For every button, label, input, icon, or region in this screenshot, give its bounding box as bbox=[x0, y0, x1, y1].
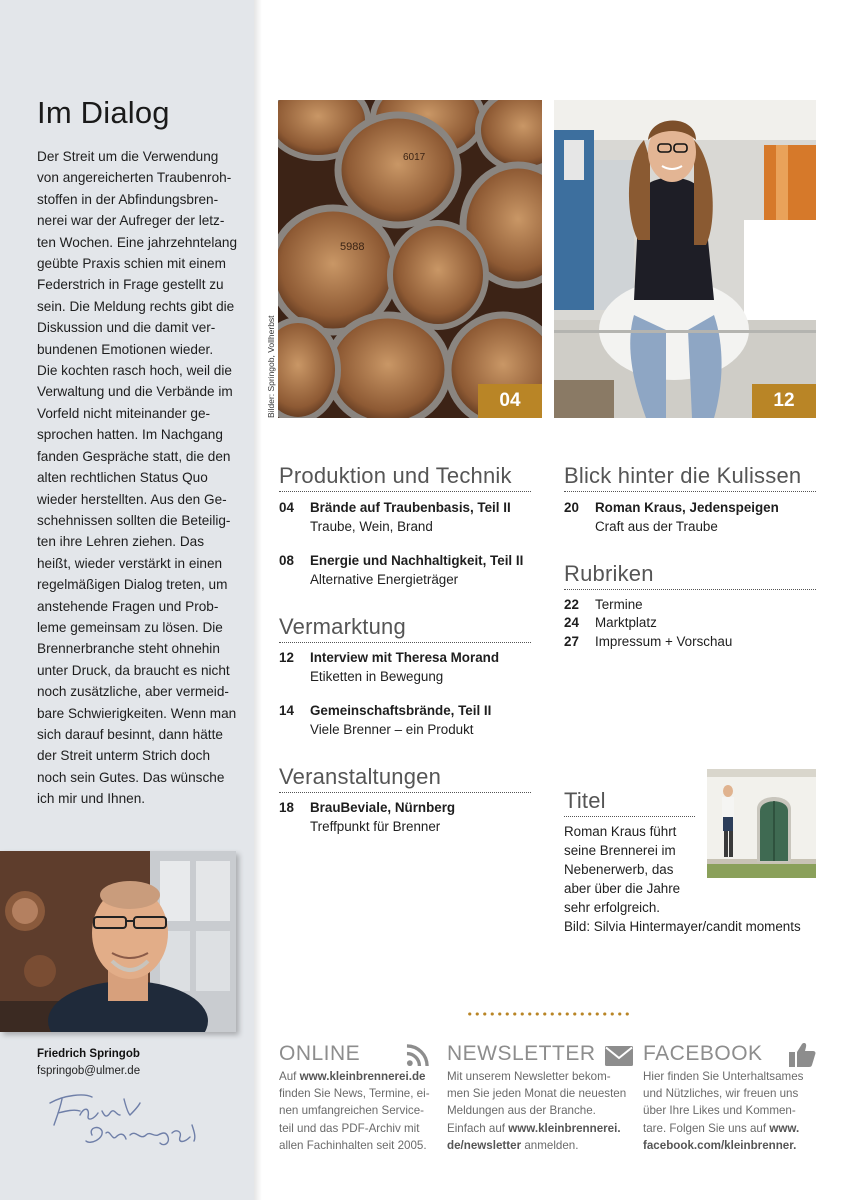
footer-newsletter-text bbox=[447, 1068, 626, 1154]
toc-entry-title: Interview mit Theresa Morand bbox=[310, 650, 500, 665]
section-heading-veranstaltungen: Veranstaltungen bbox=[279, 764, 531, 793]
footer-line bbox=[447, 1068, 626, 1085]
cover-caption-line: aber über die Jahre bbox=[564, 881, 681, 896]
editorial-line: wieder herstellten. Aus den Ge- bbox=[37, 491, 227, 507]
editorial-line: der Streit unterm Strich doch bbox=[37, 748, 211, 764]
page-tag-barrels[interactable]: 04 bbox=[478, 384, 542, 418]
footer-text: men Sie jeden Monat die neuesten bbox=[447, 1087, 627, 1101]
editorial-line: alten rechtlichen Status Quo bbox=[37, 470, 208, 486]
cover-caption-line: Bild: Silvia Hintermayer/candit moments bbox=[564, 919, 801, 934]
editorial-line: Die kochten rasch hoch, weil die bbox=[37, 363, 232, 379]
cover-caption-line: Roman Kraus führt bbox=[564, 824, 677, 839]
toc-entry-title: BrauBeviale, Nürnberg bbox=[310, 800, 456, 815]
section-heading-rubriken: Rubriken bbox=[564, 561, 816, 590]
editorial-line: Federstrich in Frage gestellt zu bbox=[37, 277, 224, 293]
cover-caption-line: Nebenerwerb, das bbox=[564, 862, 674, 877]
footer-line bbox=[279, 1137, 430, 1154]
section-heading-kulissen: Blick hinter die Kulissen bbox=[564, 463, 816, 492]
toc-entry-subtitle: Viele Brenner – ein Produkt bbox=[310, 722, 474, 737]
author-name: Friedrich Springob bbox=[37, 1048, 140, 1060]
editorial-line: sprochen hatten. Im Nachgang bbox=[37, 427, 223, 443]
footer-text: allen Fachinhalten seit 2005. bbox=[279, 1138, 427, 1152]
toc-entry-subtitle: Traube, Wein, Brand bbox=[310, 519, 433, 534]
footer-heading-newsletter: NEWSLETTER bbox=[447, 1042, 596, 1065]
toc-entry-subtitle: Craft aus der Traube bbox=[595, 519, 718, 534]
editorial-line: sich darauf besinnt, dann hätte bbox=[37, 726, 223, 742]
toc-page-number: 18 bbox=[279, 800, 294, 815]
dotted-divider bbox=[466, 1011, 631, 1017]
toc-entry[interactable] bbox=[279, 498, 531, 536]
footer-line bbox=[447, 1120, 626, 1137]
footer-link[interactable]: facebook.com/kleinbrenner. bbox=[643, 1138, 797, 1152]
toc-entry[interactable] bbox=[279, 648, 531, 686]
footer-heading-facebook: FACEBOOK bbox=[643, 1042, 763, 1065]
editorial-title: Im Dialog bbox=[37, 95, 170, 130]
footer-text: über Ihre Likes und Kommen- bbox=[643, 1104, 796, 1118]
toc-page-number: 27 bbox=[564, 634, 579, 649]
footer-text: Hier finden Sie Unterhaltsames bbox=[643, 1070, 804, 1083]
footer-text: Auf bbox=[279, 1070, 300, 1083]
editorial-line: Vorfeld nicht miteinander ge- bbox=[37, 405, 211, 421]
toc-entry-title: Brände auf Traubenbasis, Teil II bbox=[310, 500, 511, 515]
footer-text: Mit unserem Newsletter bekom- bbox=[447, 1070, 611, 1083]
cover-caption-line: seine Brennerei im bbox=[564, 843, 676, 858]
footer-line bbox=[447, 1137, 626, 1154]
page-tag-woman[interactable]: 12 bbox=[752, 384, 816, 418]
editorial-line: regelmäßigen Dialog treten, um bbox=[37, 577, 228, 593]
envelope-icon[interactable] bbox=[605, 1046, 633, 1066]
editorial-line: von angereicherten Traubenroh- bbox=[37, 170, 232, 186]
footer-link[interactable]: www. bbox=[769, 1121, 800, 1135]
svg-text:5988: 5988 bbox=[340, 241, 365, 253]
editorial-line: leme gemeinsam zu lösen. Die bbox=[37, 619, 223, 635]
editorial-line: noch sein Gutes. Das wünsche bbox=[37, 769, 225, 785]
barrels-photo[interactable] bbox=[278, 100, 542, 418]
editorial-line: anstehende Fragen und Prob- bbox=[37, 598, 219, 614]
toc-page-number: 14 bbox=[279, 703, 294, 718]
editorial-line: heißt, wieder verstärkt in einen bbox=[37, 555, 223, 571]
toc-entry[interactable] bbox=[564, 613, 816, 632]
editorial-line: fanden Gespräche statt, die den bbox=[37, 448, 231, 464]
toc-entry[interactable] bbox=[279, 798, 531, 836]
cover-caption bbox=[564, 822, 801, 936]
section-heading-titel: Titel bbox=[564, 788, 695, 817]
toc-entry-label: Impressum + Vorschau bbox=[595, 634, 733, 649]
toc-entry[interactable] bbox=[564, 632, 816, 651]
footer-line bbox=[643, 1120, 803, 1137]
toc-entry[interactable] bbox=[279, 701, 531, 739]
toc-page-number: 08 bbox=[279, 553, 294, 568]
editorial-line: stoffen in der Abfindungsbren- bbox=[37, 191, 219, 207]
footer-text: anmelden. bbox=[521, 1138, 579, 1152]
toc-entry-title: Roman Kraus, Jedenspeigen bbox=[595, 500, 779, 515]
footer-text: Einfach auf bbox=[447, 1121, 509, 1135]
footer-line bbox=[447, 1085, 626, 1102]
toc-page-number: 22 bbox=[564, 597, 579, 612]
author-portrait bbox=[0, 851, 236, 1032]
footer-line bbox=[447, 1102, 626, 1119]
editorial-body bbox=[37, 146, 247, 810]
editorial-line: Der Streit um die Verwendung bbox=[37, 149, 219, 164]
toc-entry-subtitle: Treffpunkt für Brenner bbox=[310, 819, 441, 834]
footer-text: nen umfangreichen Service- bbox=[279, 1104, 425, 1118]
footer-text: finden Sie News, Termine, ei- bbox=[279, 1087, 430, 1101]
footer-line bbox=[279, 1102, 430, 1119]
footer-link[interactable]: www.kleinbrennerei.de bbox=[299, 1070, 426, 1083]
footer-line bbox=[279, 1120, 430, 1137]
toc-entry-title: Energie und Nachhaltigkeit, Teil II bbox=[310, 553, 524, 568]
footer-link[interactable]: www.kleinbrennerei. bbox=[508, 1121, 621, 1135]
footer-text: tare. Folgen Sie uns auf bbox=[643, 1121, 770, 1135]
toc-page-number: 24 bbox=[564, 615, 579, 630]
footer-link[interactable]: de/newsletter bbox=[447, 1138, 522, 1152]
section-heading-produktion: Produktion und Technik bbox=[279, 463, 531, 492]
toc-entry-label: Termine bbox=[595, 597, 643, 612]
editorial-line: schehnissen sollten die Beteilig- bbox=[37, 512, 231, 528]
toc-entry-subtitle: Etiketten in Bewegung bbox=[310, 669, 444, 684]
editorial-line: unter Druck, da braucht es nicht bbox=[37, 662, 230, 678]
footer-facebook-text bbox=[643, 1068, 803, 1154]
toc-page-number: 20 bbox=[564, 500, 579, 515]
editorial-line: ten Wochen. Eine jahrzehntelang bbox=[37, 234, 238, 250]
photo-credit: Bilder: Springob, Vollherbst bbox=[266, 315, 276, 418]
footer-text: und Nützliches, wir freuen uns bbox=[643, 1087, 799, 1101]
footer-line bbox=[279, 1068, 430, 1085]
toc-entry-label: Marktplatz bbox=[595, 615, 657, 630]
editorial-line: Verwaltung und die Verbände im bbox=[37, 384, 233, 400]
toc-entry-title: Gemeinschaftsbrände, Teil II bbox=[310, 703, 492, 718]
rss-icon[interactable] bbox=[406, 1044, 429, 1067]
svg-text:6017: 6017 bbox=[403, 152, 426, 163]
woman-photo[interactable] bbox=[554, 100, 816, 418]
editorial-line: Diskussion und die damit ver- bbox=[37, 320, 216, 336]
footer-line bbox=[643, 1137, 803, 1154]
footer-line bbox=[643, 1068, 803, 1085]
footer-line bbox=[279, 1085, 430, 1102]
footer-line bbox=[643, 1085, 803, 1102]
editorial-line: ich mir und Ihnen. bbox=[37, 791, 146, 807]
section-heading-vermarktung: Vermarktung bbox=[279, 614, 531, 643]
editorial-line: sein. Die Meldung rechts gibt die bbox=[37, 298, 235, 314]
editorial-line: geübte Praxis schien mit einem bbox=[37, 256, 226, 272]
footer-text: Meldungen aus der Branche. bbox=[447, 1104, 596, 1118]
editorial-line: noch zusätzliche, aber vermeid- bbox=[37, 684, 229, 700]
toc-entry[interactable] bbox=[564, 498, 816, 536]
footer-heading-online: ONLINE bbox=[279, 1042, 361, 1065]
author-signature bbox=[44, 1085, 204, 1155]
toc-entry[interactable] bbox=[279, 551, 531, 589]
editorial-line: bundenen Emotionen wieder. bbox=[37, 341, 214, 357]
footer-line bbox=[643, 1102, 803, 1119]
editorial-line: Brennerbranche steht ohnehin bbox=[37, 641, 220, 657]
sidebar-shadow bbox=[254, 0, 262, 1200]
editorial-line: nerei war der Aufreger der letz- bbox=[37, 213, 225, 229]
footer-online-text bbox=[279, 1068, 430, 1154]
toc-page-number: 12 bbox=[279, 650, 294, 665]
editorial-line: ten ihre Lehren ziehen. Das bbox=[37, 534, 205, 550]
toc-entry[interactable] bbox=[564, 595, 816, 614]
toc-page-number: 04 bbox=[279, 500, 294, 515]
editorial-line: bare Schwierigkeiten. Wenn man bbox=[37, 705, 237, 721]
thumbs-up-icon[interactable] bbox=[789, 1042, 816, 1067]
cover-caption-line: sehr erfolgreich. bbox=[564, 900, 661, 915]
toc-entry-subtitle: Alternative Energieträger bbox=[310, 572, 459, 587]
author-email[interactable]: fspringob@ulmer.de bbox=[37, 1065, 141, 1077]
footer-text: teil und das PDF-Archiv mit bbox=[279, 1121, 420, 1135]
